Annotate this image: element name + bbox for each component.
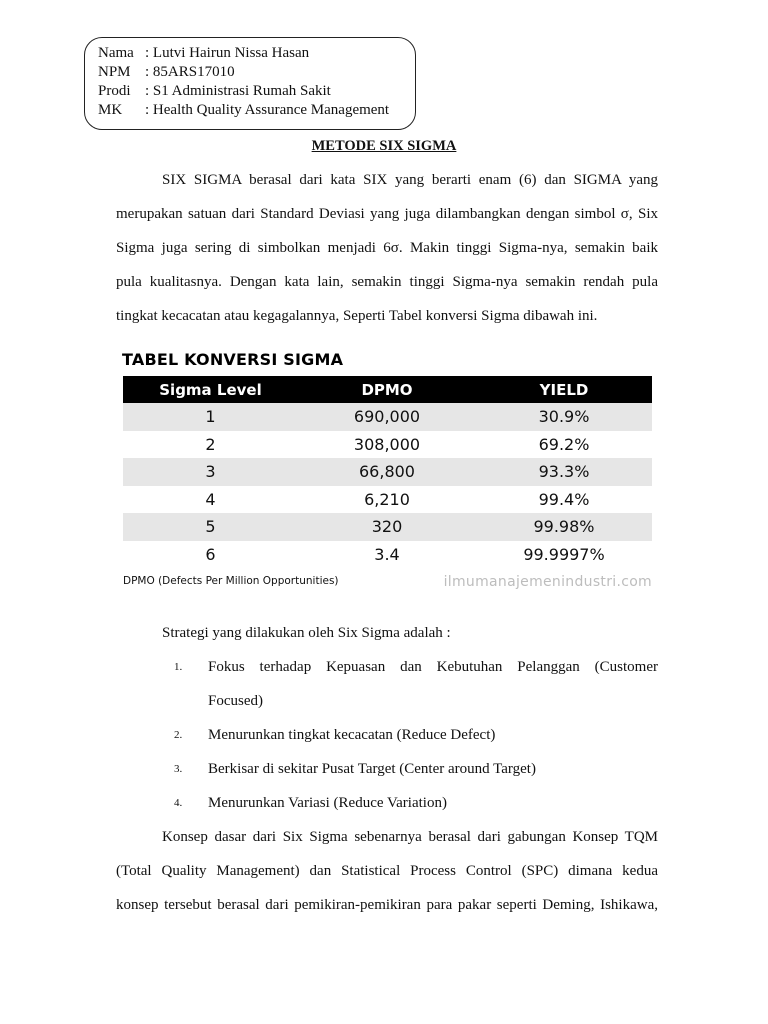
identity-row-prodi <box>98 82 415 101</box>
identity-value: : 85ARS17010 <box>145 64 235 80</box>
list-number: 4. <box>174 797 183 809</box>
dpmo-cell: 6,210 <box>298 486 476 514</box>
sigma-level-cell: 2 <box>123 431 298 459</box>
list-number: 1. <box>174 661 183 673</box>
table-header-row <box>123 376 652 403</box>
paragraph-line: tingkat kecacatan atau kegagalannya, Seperti Tabel konversi Sigma dibawah ini. <box>116 308 598 324</box>
list-item-text: Fokus terhadap Kepuasan dan Kebutuhan Pelanggan (Customer <box>208 659 658 675</box>
paragraph-line: Sigma juga sering di simbolkan menjadi 6σ. Makin tinggi Sigma-nya, semakin baik <box>116 240 658 256</box>
dpmo-cell: 320 <box>298 513 476 541</box>
document-title: METODE SIX SIGMA <box>311 138 457 154</box>
paragraph-line: konsep tersebut berasal dari pemikiran-pemikiran para pakar seperti Deming, Ishikawa, <box>116 897 658 913</box>
identity-row-npm <box>98 63 415 82</box>
identity-row-nama <box>98 44 415 63</box>
strategy-intro: Strategi yang dilakukan oleh Six Sigma adalah : <box>162 625 451 641</box>
table-footnote: DPMO (Defects Per Million Opportunities) <box>123 575 339 587</box>
dpmo-cell: 690,000 <box>298 403 476 431</box>
table-row <box>123 541 652 569</box>
sigma-level-cell: 4 <box>123 486 298 514</box>
sigma-table-title: TABEL KONVERSI SIGMA <box>122 350 344 369</box>
table-row <box>123 486 652 514</box>
dpmo-cell: 66,800 <box>298 458 476 486</box>
list-number: 2. <box>174 729 183 741</box>
paragraph-concept <box>116 820 658 922</box>
list-item-text: Menurunkan tingkat kecacatan (Reduce Defect) <box>208 727 496 743</box>
table-row <box>123 403 652 431</box>
paragraph-line: (Total Quality Management) dan Statistical Process Control (SPC) dimana kedua <box>116 863 658 879</box>
paragraph-line: pula kualitasnya. Dengan kata lain, semakin tinggi Sigma-nya semakin rendah pula <box>116 274 658 290</box>
student-identity-box <box>84 37 416 130</box>
identity-value: : Health Quality Assurance Management <box>145 102 390 118</box>
paragraph-line: merupakan satuan dari Standard Deviasi yang juga dilambangkan dengan simbol σ, Six <box>116 206 658 222</box>
list-item-text: Berkisar di sekitar Pusat Target (Center around Target) <box>208 761 536 777</box>
paragraph-line: SIX SIGMA berasal dari kata SIX yang berarti enam (6) dan SIGMA yang <box>162 172 658 188</box>
identity-key: NPM <box>98 64 131 80</box>
dpmo-cell: 3.4 <box>298 541 476 569</box>
sigma-level-cell: 3 <box>123 458 298 486</box>
yield-cell: 93.3% <box>476 458 652 486</box>
identity-value: : Lutvi Hairun Nissa Hasan <box>145 45 310 61</box>
identity-key: MK <box>98 102 123 118</box>
yield-cell: 99.9997% <box>476 541 652 569</box>
dpmo-cell: 308,000 <box>298 431 476 459</box>
paragraph-line: Konsep dasar dari Six Sigma sebenarnya berasal dari gabungan Konsep TQM <box>162 829 658 845</box>
identity-key: Prodi <box>98 83 131 99</box>
list-item-text: Menurunkan Variasi (Reduce Variation) <box>208 795 447 811</box>
table-row <box>123 513 652 541</box>
table-row <box>123 458 652 486</box>
sigma-conversion-table <box>123 376 652 568</box>
yield-cell: 69.2% <box>476 431 652 459</box>
column-header-yield: YIELD <box>476 376 652 403</box>
table-row <box>123 431 652 459</box>
yield-cell: 99.4% <box>476 486 652 514</box>
list-number: 3. <box>174 763 183 775</box>
identity-key: Nama <box>98 45 134 61</box>
list-item-text: Focused) <box>208 693 263 709</box>
sigma-level-cell: 1 <box>123 403 298 431</box>
source-watermark: ilmumanajemenindustri.com <box>443 574 652 590</box>
sigma-level-cell: 5 <box>123 513 298 541</box>
identity-value: : S1 Administrasi Rumah Sakit <box>145 83 331 99</box>
yield-cell: 99.98% <box>476 513 652 541</box>
identity-row-mk <box>98 101 415 120</box>
yield-cell: 30.9% <box>476 403 652 431</box>
column-header-sigma-level: Sigma Level <box>123 376 298 403</box>
sigma-level-cell: 6 <box>123 541 298 569</box>
paragraph-intro <box>116 163 658 333</box>
column-header-dpmo: DPMO <box>298 376 476 403</box>
